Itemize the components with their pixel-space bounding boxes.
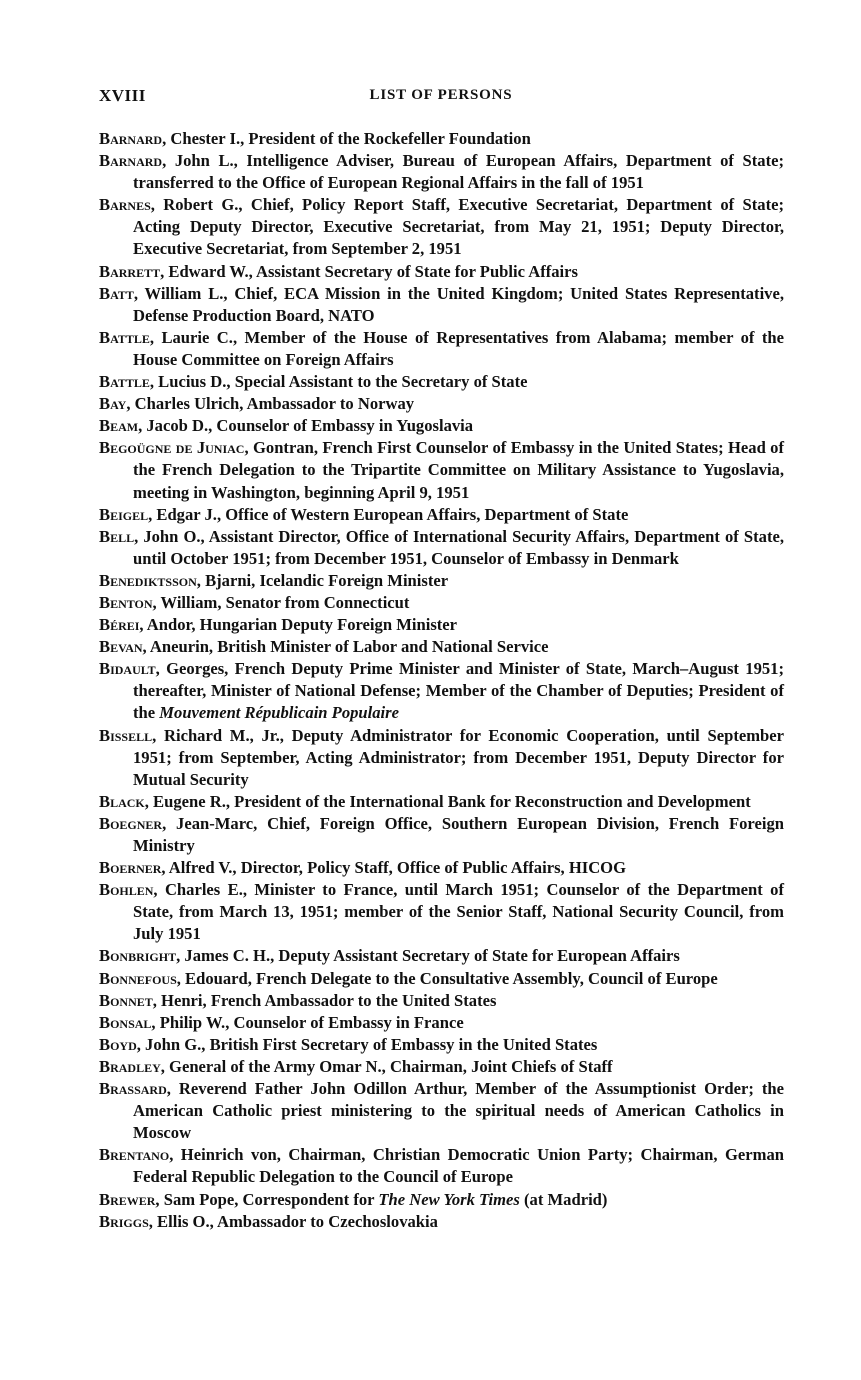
entry-text: , Ellis O., Ambassador to Czechoslovakia bbox=[148, 1211, 438, 1231]
person-surname: Begoügne de Juniac bbox=[99, 438, 245, 458]
person-entry bbox=[99, 393, 784, 415]
person-surname: Brewer bbox=[99, 1189, 156, 1209]
person-entry bbox=[99, 526, 784, 570]
person-surname: Bonsal bbox=[99, 1012, 152, 1032]
entry-text: , James C. H., Deputy Assistant Secretary of State for European Affairs bbox=[176, 946, 680, 966]
person-entry bbox=[99, 1034, 784, 1056]
entry-text: , Heinrich von, Chairman, Christian Democratic Union Party; Chairman, German Federal Republic Delegation to the Council of Europe bbox=[133, 1145, 784, 1187]
person-surname: Boerner bbox=[99, 858, 162, 878]
entry-text: , John G., British First Secretary of Embassy in the United States bbox=[136, 1034, 598, 1054]
entry-text: , Edward W., Assistant Secretary of State for Public Affairs bbox=[160, 261, 578, 281]
entry-text: , William, Senator from Connecticut bbox=[152, 592, 410, 612]
person-surname: Bissell bbox=[99, 725, 153, 745]
person-surname: Batt bbox=[99, 283, 134, 303]
entry-text: , Lucius D., Special Assistant to the Secretary of State bbox=[149, 372, 528, 392]
person-surname: Barnard bbox=[99, 129, 163, 148]
person-entry bbox=[99, 636, 784, 658]
persons-list bbox=[99, 128, 784, 1233]
entry-text: , William L., Chief, ECA Mission in the United Kingdom; United States Representative, Defense Production Board, NATO bbox=[133, 283, 784, 325]
person-entry bbox=[99, 857, 784, 879]
person-surname: Beigel bbox=[99, 504, 149, 524]
entry-text: , Edgar J., Office of Western European Affairs, Department of State bbox=[148, 504, 629, 524]
person-entry bbox=[99, 150, 784, 194]
entry-text: , Reverend Father John Odillon Arthur, Member of the Assumptionist Order; the American Catholic priest ministering to the spiritual needs of American Catholics in Moscow bbox=[133, 1079, 784, 1143]
entry-text: , Sam Pope, Correspondent for bbox=[155, 1189, 379, 1209]
entry-text: , Andor, Hungarian Deputy Foreign Minister bbox=[139, 615, 458, 635]
person-surname: Bonnet bbox=[99, 990, 153, 1010]
entry-text: , Charles E., Minister to France, until March 1951; Counselor of the Department of State, from March 13, 1951; member of the Senior Staff, National Security Council, from July 1951 bbox=[133, 880, 784, 944]
person-surname: Battle bbox=[99, 327, 150, 347]
person-entry bbox=[99, 283, 784, 327]
entry-text: (at Madrid) bbox=[519, 1189, 608, 1209]
person-surname: Benton bbox=[99, 592, 153, 612]
person-entry bbox=[99, 1078, 784, 1144]
person-surname: Black bbox=[99, 791, 145, 811]
entry-text: , Eugene R., President of the International Bank for Reconstruction and Development bbox=[144, 791, 751, 811]
entry-text: , Bjarni, Icelandic Foreign Minister bbox=[196, 570, 449, 590]
entry-text: , Jean-Marc, Chief, Foreign Office, Southern European Division, French Foreign Ministry bbox=[133, 813, 784, 855]
person-surname: Boyd bbox=[99, 1034, 137, 1054]
entry-text: , John O., Assistant Director, Office of International Security Affairs, Department of State, until October 1951; from December 1951, Counselor of Embassy in Denmark bbox=[133, 526, 784, 568]
entry-text: , Edouard, French Delegate to the Consultative Assembly, Council of Europe bbox=[176, 968, 718, 988]
page-header bbox=[99, 86, 783, 110]
entry-text: , General of the Army Omar N., Chairman, Joint Chiefs of Staff bbox=[160, 1056, 613, 1076]
person-surname: Bevan bbox=[99, 637, 143, 657]
person-surname: Bay bbox=[99, 394, 127, 414]
person-entry bbox=[99, 791, 784, 813]
person-surname: Bérei bbox=[99, 615, 140, 635]
person-surname: Bonbright bbox=[99, 946, 177, 966]
entry-text: , Richard M., Jr., Deputy Administrator for Economic Cooperation, until September 1951; from September, Acting Administrator; from December 1951, Deputy Director for Mutual Security bbox=[133, 725, 784, 789]
person-surname: Bidault bbox=[99, 659, 156, 679]
entry-text: , Laurie C., Member of the House of Representatives from Alabama; member of the House Committee on Foreign Affairs bbox=[133, 327, 784, 369]
person-surname: Brentano bbox=[99, 1145, 170, 1165]
person-surname: Barrett bbox=[99, 261, 161, 281]
person-entry bbox=[99, 813, 784, 857]
person-surname: Bell bbox=[99, 526, 135, 546]
entry-text: , Aneurin, British Minister of Labor and National Service bbox=[142, 637, 549, 657]
entry-text: , Robert G., Chief, Policy Report Staff, Executive Secretariat, Department of State; Acting Deputy Director, Executive Secretariat, from May 21, 1951; Deputy Director, Executive Secretariat, from September 2, 1951 bbox=[133, 195, 784, 259]
person-entry bbox=[99, 1189, 784, 1211]
person-entry bbox=[99, 592, 784, 614]
person-surname: Benediktsson bbox=[99, 570, 197, 590]
entry-text: , Chester I., President of the Rockefeller Foundation bbox=[162, 129, 531, 148]
entry-italic-text: The New York Times bbox=[378, 1189, 520, 1209]
person-entry bbox=[99, 1012, 784, 1034]
entry-text: , Georges, French Deputy Prime Minister and Minister of State, March–August 1951; thereafter, Minister of National Defense; Member of the Chamber of Deputies; President of the bbox=[133, 659, 784, 723]
entry-text: , Philip W., Counselor of Embassy in France bbox=[151, 1012, 464, 1032]
person-entry bbox=[99, 194, 784, 260]
person-surname: Beam bbox=[99, 416, 139, 436]
entry-text: , Henri, French Ambassador to the United States bbox=[152, 990, 497, 1010]
person-entry bbox=[99, 327, 784, 371]
person-entry bbox=[99, 725, 784, 791]
entry-text: , Gontran, French First Counselor of Embassy in the United States; Head of the French Delegation to the Tripartite Committee on Military Assistance to Yugoslavia, meeting in Washington, beginning April 9, 1951 bbox=[133, 438, 785, 502]
person-surname: Barnes bbox=[99, 195, 151, 215]
person-entry bbox=[99, 570, 784, 592]
person-surname: Barnard bbox=[99, 151, 163, 171]
entry-text: , Alfred V., Director, Policy Staff, Office of Public Affairs, HICOG bbox=[161, 858, 626, 878]
person-entry bbox=[99, 1056, 784, 1078]
entry-text: , Jacob D., Counselor of Embassy in Yugoslavia bbox=[138, 416, 474, 436]
person-surname: Battle bbox=[99, 372, 150, 392]
person-entry bbox=[99, 990, 784, 1012]
person-entry bbox=[99, 1144, 784, 1188]
page-number: XVIII bbox=[99, 86, 146, 105]
person-surname: Bradley bbox=[99, 1056, 161, 1076]
person-surname: Brassard bbox=[99, 1079, 167, 1099]
person-entry bbox=[99, 415, 784, 437]
entry-text: , John L., Intelligence Adviser, Bureau of European Affairs, Department of State; transferred to the Office of European Regional Affairs in the fall of 1951 bbox=[133, 151, 784, 193]
person-surname: Bonnefous bbox=[99, 968, 177, 988]
person-entry bbox=[99, 261, 784, 283]
person-entry bbox=[99, 968, 784, 990]
person-entry bbox=[99, 371, 784, 393]
person-entry bbox=[99, 614, 784, 636]
person-surname: Boegner bbox=[99, 813, 163, 833]
page-title: LIST OF PERSONS bbox=[369, 87, 513, 103]
person-surname: Bohlen bbox=[99, 880, 154, 900]
entry-text: , Charles Ulrich, Ambassador to Norway bbox=[126, 394, 415, 414]
person-entry bbox=[99, 1211, 784, 1233]
person-entry bbox=[99, 504, 784, 526]
person-surname: Briggs bbox=[99, 1211, 149, 1231]
person-entry bbox=[99, 879, 784, 945]
person-entry bbox=[99, 945, 784, 967]
entry-italic-text: Mouvement Républicain Populaire bbox=[159, 703, 399, 723]
person-entry bbox=[99, 128, 784, 150]
person-entry bbox=[99, 658, 784, 724]
person-entry bbox=[99, 437, 784, 503]
